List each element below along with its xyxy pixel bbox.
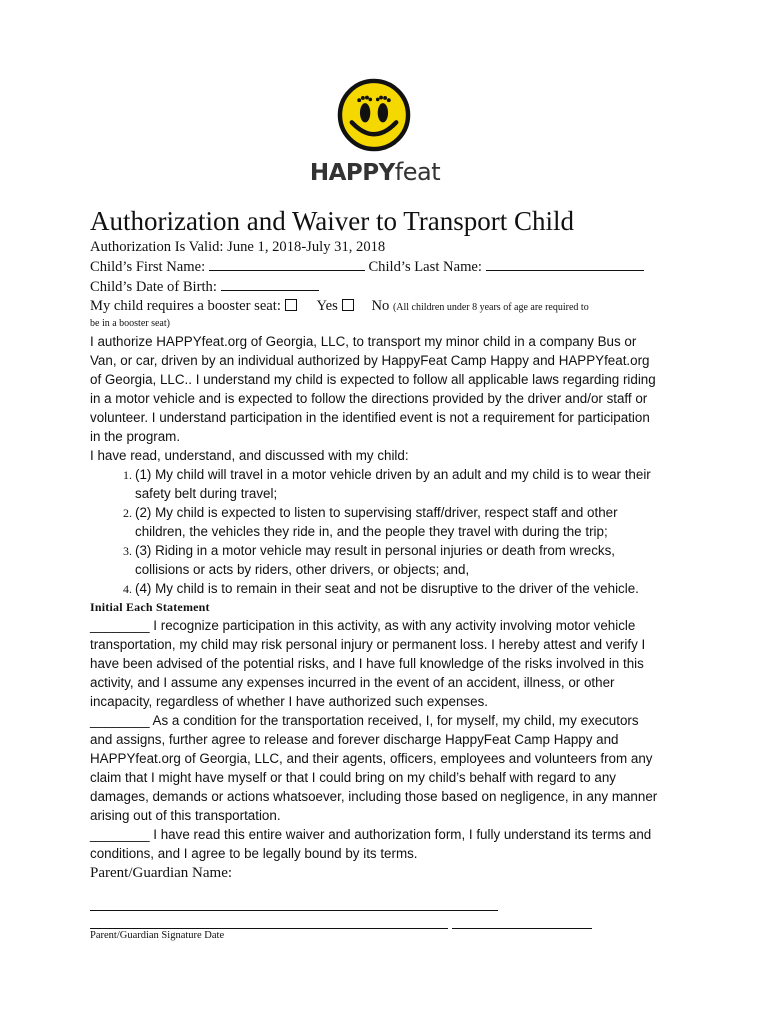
first-name-label: Child’s First Name: bbox=[90, 259, 206, 275]
authorization-paragraph: I authorize HAPPYfeat.org of Georgia, LLC, to transport my minor child in a company Bus or Van, or car, driven by an individual authorized by HappyFeat Camp Happy and HAPPYfeat.org of Georgia, LLC.. I understand my child is expected to follow all applicable laws regarding riding in a motor vehicle and is expected to follow the directions provided by the driver and/or staff or volunteer. I understand participation in the identified event is not a requirement for participation in the program. bbox=[90, 334, 656, 444]
booster-note: (All children under 8 years of age are required to bbox=[392, 302, 589, 313]
guardian-name-line[interactable] bbox=[90, 910, 498, 911]
statement-text: As a condition for the transportation received, I, for myself, my child, my executors and assigns, further agree to release and forever discharge HappyFeat Camp Happy and HAPPYfeat.org of Georgia, LLC, and their agents, officers, employees and volunteers from any claim that I might have myself or that I could bring on my child’s behalf with regard to any damages, demands or actions whatsoever, including those based on negligence, in any manner arising out of this transportation. bbox=[90, 713, 658, 823]
happyfeat-logo bbox=[300, 78, 450, 190]
initial-blank-3[interactable]: ________ bbox=[90, 827, 150, 842]
last-name-label: Child’s Last Name: bbox=[368, 259, 482, 275]
valid-dates: Authorization Is Valid: June 1, 2018-July 31, 2018 bbox=[90, 239, 386, 255]
list-item: 4. (4) My child is to remain in their seat and not be disruptive to the driver of the vehicle. bbox=[135, 579, 660, 598]
last-name-field[interactable] bbox=[486, 257, 644, 271]
guardian-name-label: Parent/Guardian Name: bbox=[90, 865, 233, 881]
discussed-intro: I have read, understand, and discussed with my child: bbox=[90, 448, 409, 463]
brand-wordmark bbox=[300, 158, 450, 186]
yes-checkbox[interactable] bbox=[342, 299, 354, 311]
booster-row bbox=[90, 297, 660, 317]
date-line[interactable] bbox=[452, 928, 592, 929]
dob-field[interactable] bbox=[221, 277, 319, 291]
initial-blank-2[interactable]: ________ bbox=[90, 713, 150, 728]
signature-line[interactable] bbox=[90, 928, 448, 929]
booster-note-continued: be in a booster seat) bbox=[90, 318, 170, 329]
no-label: No bbox=[371, 298, 390, 314]
statement-text: I have read this entire waiver and authorization form, I fully understand its terms and conditions, and I agree to be legally bound by its terms. bbox=[90, 827, 652, 861]
form-body bbox=[90, 238, 660, 883]
list-item: 3. (3) Riding in a motor vehicle may result in personal injuries or death from wrecks, collisions or acts by riders, other drivers, or objects; and, bbox=[135, 541, 660, 579]
initial-blank-1[interactable]: ________ bbox=[90, 618, 150, 633]
list-item: 2. (2) My child is expected to listen to supervising staff/driver, respect staff and other children, the vehicles they ride in, and the people they travel with during the trip; bbox=[135, 503, 660, 541]
statement-3 bbox=[90, 825, 660, 863]
booster-label: My child requires a booster seat: bbox=[90, 298, 281, 314]
yes-label: Yes bbox=[316, 298, 338, 314]
first-name-field[interactable] bbox=[209, 257, 365, 271]
brand-light: feat bbox=[394, 158, 441, 186]
page-title: Authorization and Waiver to Transport Child bbox=[90, 206, 575, 236]
booster-checkbox[interactable] bbox=[285, 299, 297, 311]
names-row bbox=[90, 257, 660, 277]
statement-1 bbox=[90, 616, 660, 711]
list-item: 1. (1) My child will travel in a motor vehicle driven by an adult and my child is to wear their safety belt during travel; bbox=[135, 465, 660, 503]
signature-label: Parent/Guardian Signature Date bbox=[90, 930, 225, 941]
dob-row bbox=[90, 277, 660, 297]
discussed-list bbox=[90, 465, 660, 598]
statement-2 bbox=[90, 711, 660, 825]
initial-heading: Initial Each Statement bbox=[90, 600, 210, 614]
dob-label: Child’s Date of Birth: bbox=[90, 279, 217, 295]
brand-bold: HAPPY bbox=[309, 160, 395, 186]
statement-text: I recognize participation in this activity, as with any activity involving motor vehicle transportation, my child may risk personal injury or permanent loss. I hereby attest and verify I have been advised of the potential risks, and I have full knowledge of the risks involved in this activity, and I assume any expenses incurred in the event of an accident, illness, or other incapacity, regardless of whether I have authorized such expenses. bbox=[90, 618, 646, 709]
smiley-feet-icon bbox=[337, 78, 411, 152]
